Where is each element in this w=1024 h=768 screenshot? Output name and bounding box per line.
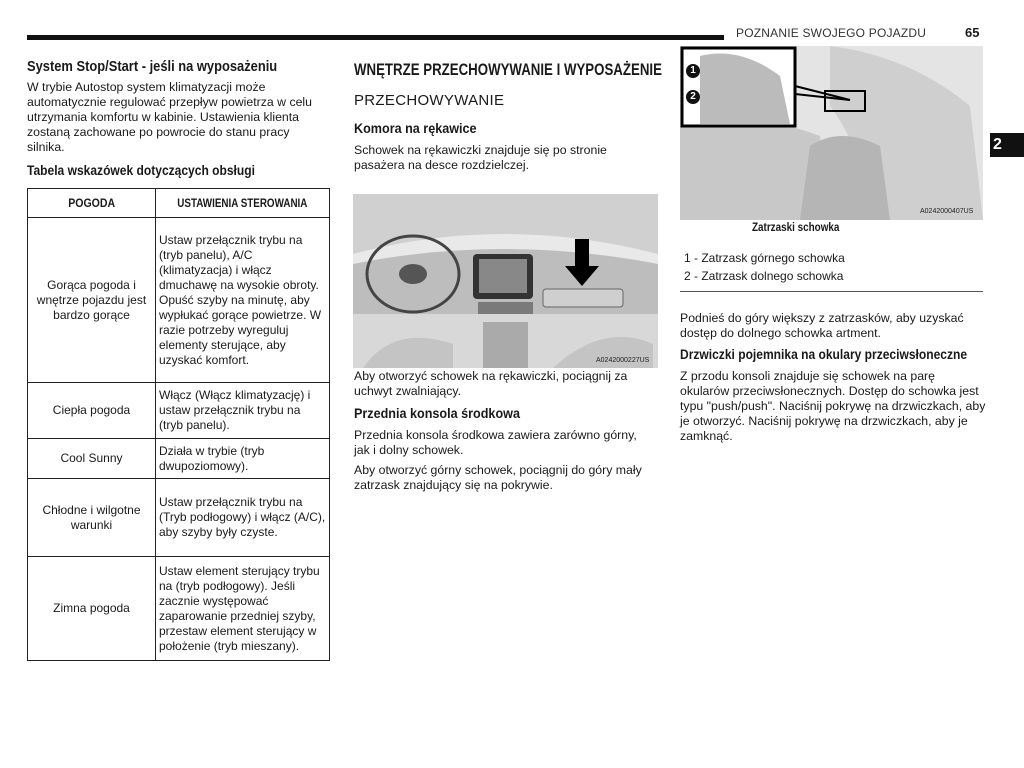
glovebox-paragraph: Schowek na rękawiczki znajduje się po stronie pasażera na desce rozdzielczej. [354,143,607,172]
legend-item: 1 - Zatrzask górnego schowka [684,251,845,265]
stop-start-heading: System Stop/Start - jeśli na wyposażeniu [27,58,278,75]
dashboard-drawing [353,194,658,368]
settings-cell: Ustaw przełącznik trybu na (tryb panelu), A/C (klimatyzacja) i włącz dmuchawę na wysokie obroty. Opuść szyby na minutę, aby wypłukać gorące powietrze. W razie potrzeby wyreguluj elementy sterujące, aby uzyskać komfort. [156,218,330,383]
table-row [28,557,330,661]
latch-legend [684,249,845,285]
table-header-row [28,189,330,218]
weather-cell: Cool Sunny [28,439,156,479]
console-caption: Zatrzaski schowka [752,222,840,234]
upper-bin-paragraph: Aby otworzyć górny schowek, pociągnij do góry mały zatrzask znajdujący się na pokrywie. [354,463,642,492]
glovebox-caption: Aby otworzyć schowek na rękawiczki, pociągnij za uchwyt zwalniający. [354,369,628,398]
page-number: 65 [965,25,980,40]
column-header-settings: USTAWIENIA STEROWANIA [156,189,330,218]
column-header-weather: POGODA [28,189,156,218]
settings-cell: Ustaw element sterujący trybu na (tryb podłogowy). Jeśli zacznie występować zaparowanie przedniej szyby, przestaw element sterujący w położenie (tryb mieszany). [156,557,330,661]
operating-tips-table [27,188,330,661]
glovebox-heading: Komora na rękawice [354,120,477,136]
settings-cell: Włącz (Włącz klimatyzację) i ustaw przełącznik trybu na (tryb panelu). [156,383,330,439]
weather-cell: Gorąca pogoda i wnętrze pojazdu jest bardzo gorące [28,218,156,383]
legend-item: 2 - Zatrzask dolnego schowka [684,269,844,283]
header-rule [27,35,724,40]
callout-1: 1 [686,64,700,78]
settings-cell: Ustaw przełącznik trybu na (Tryb podłogowy) i włącz (A/C), aby szyby były czyste. [156,479,330,557]
front-console-heading: Przednia konsola środkowa [354,405,520,421]
table-row [28,439,330,479]
settings-cell: Działa w trybie (tryb dwupoziomowy). [156,439,330,479]
chapter-tab: 2 [990,133,1024,157]
table-row [28,479,330,557]
weather-cell: Zimna pogoda [28,557,156,661]
running-header: POZNANIE SWOJEGO POJAZDU [736,26,927,40]
lower-bin-paragraph: Podnieś do góry większy z zatrzasków, aby uzyskać dostęp do dolnego schowka artment. [680,311,964,340]
subsection-heading: PRZECHOWYWANIE [354,92,505,109]
section-heading: WNĘTRZE PRZECHOWYWANIE I WYPOSAŻENIE [354,60,662,79]
dashboard-illustration [353,194,658,368]
front-console-paragraph: Przednia konsola środkowa zawiera zarówno górny, jak i dolny schowek. [354,428,637,457]
weather-cell: Chłodne i wilgotne warunki [28,479,156,557]
divider [680,291,983,292]
sunglasses-heading: Drzwiczki pojemnika na okulary przeciwsłoneczne [680,346,968,362]
image-code: A0242000227US [596,357,650,364]
table-row [28,383,330,439]
console-illustration [680,46,983,220]
console-drawing [680,46,983,220]
weather-cell: Ciepła pogoda [28,383,156,439]
table-title: Tabela wskazówek dotyczących obsługi [27,162,255,178]
image-code: A0242000407US [920,208,974,215]
sunglasses-paragraph: Z przodu konsoli znajduje się schowek na parę okularów przeciwsłonecznych. Dostęp do schowka jest typu "push/push". Naciśnij pokrywę na drzwiczkach, aby je otworzyć. Naciśnij pokrywę na drzwiczkach, aby je zamknąć. [680,369,986,443]
stop-start-paragraph: W trybie Autostop system klimatyzacji może automatycznie regulować przepływ powietrza w celu utrzymania komfortu w kabinie. Ustawienia klienta zostaną zachowane po powrocie do stanu pracy silnika. [27,80,313,154]
table-row [28,218,330,383]
callout-2: 2 [686,90,700,104]
